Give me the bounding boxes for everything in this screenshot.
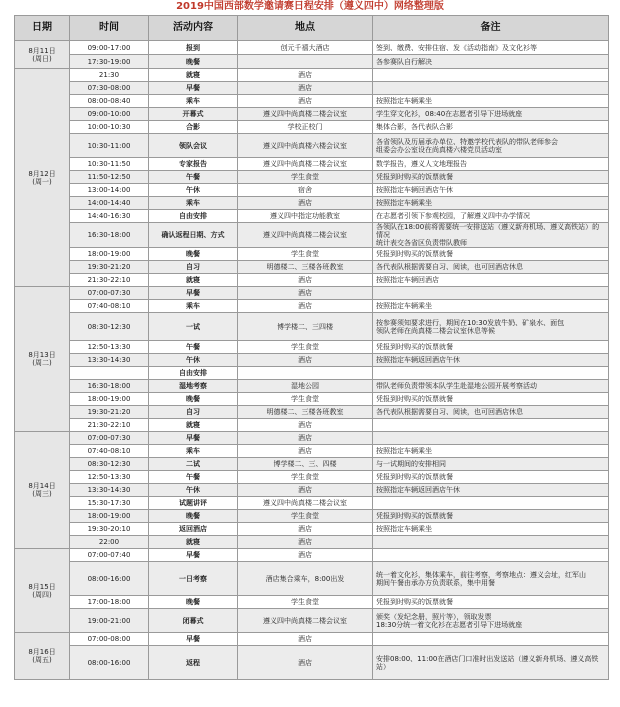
- date-cell: [15, 287, 70, 432]
- note-cell: 凭报到时购买的饭票就餐: [373, 248, 609, 261]
- note-cell: 数学报告，遵义人文地理报告: [373, 158, 609, 171]
- place-cell: 酒店: [238, 354, 373, 367]
- place-cell: 酒店: [238, 82, 373, 95]
- time-cell: 08:30-12:30: [70, 458, 149, 471]
- place-cell: 酒店: [238, 69, 373, 82]
- header-note: 备注: [373, 16, 609, 41]
- time-cell: 08:00-16:00: [70, 562, 149, 596]
- activity-cell: 一日考察: [149, 562, 238, 596]
- note-cell: [373, 82, 609, 95]
- place-cell: 酒店: [238, 419, 373, 432]
- time-cell: 14:00-14:40: [70, 197, 149, 210]
- place-cell: 学生食堂: [238, 171, 373, 184]
- place-cell: 酒店: [238, 549, 373, 562]
- place-cell: 酒店: [238, 95, 373, 108]
- time-cell: 09:00-10:00: [70, 108, 149, 121]
- table-row: [15, 484, 609, 497]
- place-cell: 学生食堂: [238, 248, 373, 261]
- date-cell: [15, 69, 70, 287]
- table-row: [15, 380, 609, 393]
- time-cell: 22:00: [70, 536, 149, 549]
- note-cell: 按照指定车辆乘坐: [373, 445, 609, 458]
- time-cell: 17:30-19:00: [70, 55, 149, 69]
- date-label: 8月16日: [28, 648, 56, 656]
- note-cell: 凭报到时购买的饭票就餐: [373, 471, 609, 484]
- activity-cell: 晚餐: [149, 248, 238, 261]
- note-cell: 凭报到时购买的饭票就餐: [373, 510, 609, 523]
- place-cell: 学生食堂: [238, 510, 373, 523]
- schedule-body: [15, 41, 609, 680]
- weekday-label: (周四): [32, 590, 52, 599]
- table-row: [15, 406, 609, 419]
- place-cell: 学生食堂: [238, 471, 373, 484]
- activity-cell: 晚餐: [149, 393, 238, 406]
- place-cell: 湿地公园: [238, 380, 373, 393]
- activity-cell: 早餐: [149, 432, 238, 445]
- note-cell: 按照指定车辆乘坐: [373, 197, 609, 210]
- activity-cell: 自由安排: [149, 210, 238, 223]
- activity-cell: 午休: [149, 354, 238, 367]
- activity-cell: 早餐: [149, 287, 238, 300]
- weekday-label: (周日): [32, 54, 52, 63]
- time-cell: 09:00-17:00: [70, 41, 149, 55]
- date-label: 8月12日: [28, 169, 56, 178]
- activity-cell: 试题讲评: [149, 497, 238, 510]
- time-cell: 08:00-16:00: [70, 646, 149, 680]
- table-row: [15, 523, 609, 536]
- activity-cell: 就寝: [149, 69, 238, 82]
- activity-cell: 自习: [149, 406, 238, 419]
- time-cell: 11:50-12:50: [70, 171, 149, 184]
- activity-cell: 闭幕式: [149, 609, 238, 633]
- activity-cell: 自由安排: [149, 367, 238, 380]
- table-row: [15, 419, 609, 432]
- schedule-table: [14, 15, 609, 680]
- activity-cell: 就寝: [149, 536, 238, 549]
- note-cell: 按照指定车辆乘坐: [373, 95, 609, 108]
- time-cell: 19:00-21:00: [70, 609, 149, 633]
- note-cell: 按照指定车辆返回酒店午休: [373, 484, 609, 497]
- activity-cell: 一试: [149, 313, 238, 341]
- time-cell: 07:00-07:30: [70, 287, 149, 300]
- activity-cell: 合影: [149, 121, 238, 134]
- time-cell: 08:30-12:30: [70, 313, 149, 341]
- note-cell: 学生穿文化衫，08:40在志愿者引导下进场就座: [373, 108, 609, 121]
- table-row: [15, 562, 609, 596]
- note-cell: 与一试期间的安排相同: [373, 458, 609, 471]
- table-row: [15, 55, 609, 69]
- header-place: 地点: [238, 16, 373, 41]
- place-cell: 学生食堂: [238, 341, 373, 354]
- weekday-label: (周三): [32, 490, 52, 498]
- place-cell: 创元千禧大酒店: [238, 41, 373, 55]
- activity-cell: 乘车: [149, 445, 238, 458]
- table-row: [15, 354, 609, 367]
- note-cell: [373, 367, 609, 380]
- place-cell: [238, 55, 373, 69]
- note-cell: 颁奖（发纪念册，照片等），领取发票 18:30分统一着文化衫在志愿者引导下进场就座: [373, 609, 609, 633]
- time-cell: 07:00-07:30: [70, 432, 149, 445]
- weekday-label: (周五): [32, 656, 52, 664]
- time-cell: 10:30-11:00: [70, 134, 149, 158]
- table-row: [15, 108, 609, 121]
- table-row: [15, 158, 609, 171]
- note-cell: [373, 69, 609, 82]
- date-cell: [15, 432, 70, 549]
- note-cell: 按参赛须知要求进行，期间在10:30发放牛奶、矿泉水、面包 领队老师在尚真楼二楼会议室休息等候: [373, 313, 609, 341]
- time-cell: 14:40-16:30: [70, 210, 149, 223]
- note-cell: 各参赛队自行解决: [373, 55, 609, 69]
- place-cell: 酒店: [238, 536, 373, 549]
- table-row: [15, 393, 609, 406]
- time-cell: 21:30: [70, 69, 149, 82]
- table-row: [15, 471, 609, 484]
- table-row: [15, 82, 609, 95]
- time-cell: 07:00-07:40: [70, 549, 149, 562]
- place-cell: 明德楼二、三楼各班教室: [238, 406, 373, 419]
- time-cell: 13:30-14:30: [70, 354, 149, 367]
- time-cell: 08:00-08:40: [70, 95, 149, 108]
- note-cell: 签到、缴费、安排住宿、发《活动指南》及文化衫等: [373, 41, 609, 55]
- place-cell: 学校正校门: [238, 121, 373, 134]
- activity-cell: 早餐: [149, 633, 238, 646]
- note-cell: 凭报到时购买的饭票就餐: [373, 393, 609, 406]
- table-row: [15, 341, 609, 354]
- header-date: 日期: [15, 16, 70, 41]
- place-cell: 酒店: [238, 445, 373, 458]
- place-cell: 遵义四中尚真楼二楼会议室: [238, 108, 373, 121]
- date-label: 8月11日: [28, 46, 56, 55]
- time-cell: 12:50-13:30: [70, 341, 149, 354]
- activity-cell: 自习: [149, 261, 238, 274]
- table-row: [15, 596, 609, 609]
- table-row: [15, 432, 609, 445]
- header-activity: 活动内容: [149, 16, 238, 41]
- note-cell: 各省领队及历届承办单位、特邀学校代表队的带队老师参会 组委会办公室设在尚真楼六楼党员活动室: [373, 134, 609, 158]
- activity-cell: 午餐: [149, 341, 238, 354]
- note-cell: 带队老师负责带领本队学生赴湿地公园开展考察活动: [373, 380, 609, 393]
- note-cell: [373, 287, 609, 300]
- table-row: [15, 274, 609, 287]
- time-cell: 18:00-19:00: [70, 248, 149, 261]
- table-row: [15, 549, 609, 562]
- weekday-label: (周一): [32, 177, 52, 186]
- date-cell: [15, 633, 70, 680]
- activity-cell: 二试: [149, 458, 238, 471]
- table-row: [15, 248, 609, 261]
- note-cell: 凭报到时购买的饭票就餐: [373, 171, 609, 184]
- activity-cell: 返程: [149, 646, 238, 680]
- time-cell: 13:00-14:00: [70, 184, 149, 197]
- note-cell: 各领队在18:00前将需要统一安排送站（遵义新舟机场、遵义高铁站）的情况 统计表交各省区负责带队教师: [373, 223, 609, 248]
- table-row: [15, 171, 609, 184]
- place-cell: 遵义四中尚真楼二楼会议室: [238, 497, 373, 510]
- place-cell: [238, 367, 373, 380]
- header-time: 时间: [70, 16, 149, 41]
- activity-cell: 早餐: [149, 549, 238, 562]
- place-cell: 明德楼二、三楼各班教室: [238, 261, 373, 274]
- activity-cell: 领队会议: [149, 134, 238, 158]
- time-cell: 10:00-10:30: [70, 121, 149, 134]
- date-label: 8月14日: [28, 482, 56, 490]
- activity-cell: 乘车: [149, 197, 238, 210]
- table-row: [15, 497, 609, 510]
- place-cell: 酒店: [238, 287, 373, 300]
- time-cell: 17:00-18:00: [70, 596, 149, 609]
- activity-cell: 开幕式: [149, 108, 238, 121]
- time-cell: 15:30-17:30: [70, 497, 149, 510]
- place-cell: 酒店: [238, 523, 373, 536]
- time-cell: [70, 367, 149, 380]
- time-cell: 07:40-08:10: [70, 300, 149, 313]
- time-cell: 18:00-19:00: [70, 510, 149, 523]
- table-row: [15, 184, 609, 197]
- activity-cell: 午餐: [149, 471, 238, 484]
- note-cell: 凭报到时购买的饭票就餐: [373, 596, 609, 609]
- table-row: [15, 536, 609, 549]
- activity-cell: 午休: [149, 184, 238, 197]
- place-cell: 遵义四中尚真楼二楼会议室: [238, 609, 373, 633]
- table-row: [15, 458, 609, 471]
- place-cell: 酒店: [238, 300, 373, 313]
- date-label: 8月13日: [28, 351, 56, 359]
- time-cell: 10:30-11:50: [70, 158, 149, 171]
- note-cell: 各代表队根据需要自习、阅读，也可回酒店休息: [373, 406, 609, 419]
- note-cell: [373, 419, 609, 432]
- time-cell: 07:40-08:10: [70, 445, 149, 458]
- time-cell: 21:30-22:10: [70, 419, 149, 432]
- place-cell: 宿舍: [238, 184, 373, 197]
- note-cell: [373, 497, 609, 510]
- place-cell: 酒店: [238, 197, 373, 210]
- time-cell: 07:00-08:00: [70, 633, 149, 646]
- date-cell: [15, 549, 70, 633]
- table-row: [15, 210, 609, 223]
- activity-cell: 确认返程日期、方式: [149, 223, 238, 248]
- place-cell: 遵义四中尚真楼六楼会议室: [238, 134, 373, 158]
- note-cell: 按照指定车辆乘坐: [373, 300, 609, 313]
- activity-cell: 乘车: [149, 300, 238, 313]
- place-cell: 博学楼二、三四楼: [238, 313, 373, 341]
- time-cell: 07:30-08:00: [70, 82, 149, 95]
- page-title: 2019中国西部数学邀请赛日程安排（遵义四中）网络整理版: [176, 1, 444, 12]
- note-cell: [373, 432, 609, 445]
- weekday-label: (周二): [32, 359, 52, 367]
- table-row: [15, 121, 609, 134]
- place-cell: 学生食堂: [238, 393, 373, 406]
- activity-cell: 专家报告: [149, 158, 238, 171]
- place-cell: 遵义四中指定功能教室: [238, 210, 373, 223]
- note-cell: 在志愿者引领下参观校园，了解遵义四中办学情况: [373, 210, 609, 223]
- activity-cell: 晚餐: [149, 55, 238, 69]
- table-row: [15, 197, 609, 210]
- note-cell: 各代表队根据需要自习、阅读，也可回酒店休息: [373, 261, 609, 274]
- table-row: [15, 69, 609, 82]
- note-cell: 按照指定车辆回酒店: [373, 274, 609, 287]
- time-cell: 19:30-21:20: [70, 406, 149, 419]
- activity-cell: 早餐: [149, 82, 238, 95]
- note-cell: 集体合影，各代表队合影: [373, 121, 609, 134]
- time-cell: 19:30-21:20: [70, 261, 149, 274]
- note-cell: 安排08:00、11:00在酒店门口准时出发送站（遵义新舟机场、遵义高铁站）: [373, 646, 609, 680]
- note-cell: 按照指定车辆回酒店午休: [373, 184, 609, 197]
- activity-cell: 湿地考察: [149, 380, 238, 393]
- date-label: 8月15日: [28, 582, 56, 591]
- date-cell: [15, 41, 70, 69]
- time-cell: 13:30-14:30: [70, 484, 149, 497]
- table-row: [15, 445, 609, 458]
- place-cell: 酒店: [238, 484, 373, 497]
- activity-cell: 就寝: [149, 274, 238, 287]
- place-cell: 博学楼二、三、四楼: [238, 458, 373, 471]
- activity-cell: 午餐: [149, 171, 238, 184]
- note-cell: 按照指定车辆乘坐: [373, 523, 609, 536]
- activity-cell: 午休: [149, 484, 238, 497]
- note-cell: [373, 536, 609, 549]
- note-cell: 统一着文化衫，集体乘车，前往考察，考察地点：遵义会址，红军山 期间午餐由承办方负责联系，集中用餐: [373, 562, 609, 596]
- activity-cell: 报到: [149, 41, 238, 55]
- table-row: [15, 633, 609, 646]
- time-cell: 16:30-18:00: [70, 380, 149, 393]
- activity-cell: 晚餐: [149, 510, 238, 523]
- note-cell: 按照指定车辆返回酒店午休: [373, 354, 609, 367]
- note-cell: [373, 549, 609, 562]
- activity-cell: 晚餐: [149, 596, 238, 609]
- note-cell: 凭报到时购买的饭票就餐: [373, 341, 609, 354]
- place-cell: 酒店: [238, 633, 373, 646]
- place-cell: 遵义四中尚真楼二楼会议室: [238, 158, 373, 171]
- time-cell: 21:30-22:10: [70, 274, 149, 287]
- table-row: [15, 367, 609, 380]
- activity-cell: 就寝: [149, 419, 238, 432]
- header-row: [15, 16, 609, 41]
- time-cell: 12:50-13:30: [70, 471, 149, 484]
- place-cell: 酒店: [238, 432, 373, 445]
- table-row: [15, 510, 609, 523]
- place-cell: 酒店: [238, 646, 373, 680]
- table-row: [15, 223, 609, 248]
- table-row: [15, 646, 609, 680]
- activity-cell: 返回酒店: [149, 523, 238, 536]
- time-cell: 19:30-20:10: [70, 523, 149, 536]
- place-cell: 酒店: [238, 274, 373, 287]
- table-row: [15, 287, 609, 300]
- table-row: [15, 41, 609, 55]
- time-cell: 18:00-19:00: [70, 393, 149, 406]
- table-row: [15, 95, 609, 108]
- table-row: [15, 134, 609, 158]
- place-cell: 遵义四中尚真楼二楼会议室: [238, 223, 373, 248]
- table-row: [15, 261, 609, 274]
- place-cell: 酒店集合乘车，8:00出发: [238, 562, 373, 596]
- table-row: [15, 313, 609, 341]
- table-row: [15, 609, 609, 633]
- table-row: [15, 300, 609, 313]
- note-cell: [373, 633, 609, 646]
- time-cell: 16:30-18:00: [70, 223, 149, 248]
- activity-cell: 乘车: [149, 95, 238, 108]
- place-cell: 学生食堂: [238, 596, 373, 609]
